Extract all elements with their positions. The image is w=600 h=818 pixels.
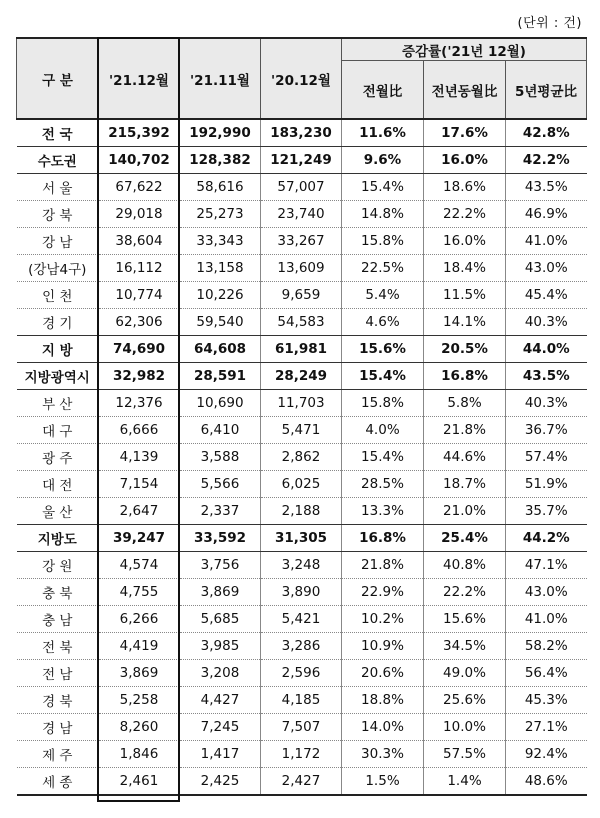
header-5yr-avg: 5년평균比: [506, 61, 587, 120]
rate-yoy: 10.0%: [424, 714, 506, 741]
value-2020-12: 4,185: [261, 687, 342, 714]
rate-5yr-avg: 43.5%: [506, 174, 587, 201]
rate-yoy: 22.2%: [424, 201, 506, 228]
rate-yoy: 18.7%: [424, 471, 506, 498]
table-row: [17, 471, 587, 498]
rate-mom: 4.6%: [342, 309, 424, 336]
value-2020-12: 13,609: [261, 255, 342, 282]
value-2021-12: 1,846: [99, 741, 180, 768]
value-2021-11: 3,869: [180, 579, 261, 606]
rate-yoy: 25.6%: [424, 687, 506, 714]
row-label: 충 남: [17, 606, 99, 633]
rate-mom: 10.2%: [342, 606, 424, 633]
value-2020-12: 3,248: [261, 552, 342, 579]
rate-5yr-avg: 56.4%: [506, 660, 587, 687]
value-2021-12: 4,419: [99, 633, 180, 660]
rate-mom: 14.8%: [342, 201, 424, 228]
value-2021-12: 7,154: [99, 471, 180, 498]
value-2021-12: 4,139: [99, 444, 180, 471]
header-col-2021-11: '21.11월: [180, 38, 261, 119]
value-2021-12: 6,666: [99, 417, 180, 444]
table-row: [17, 714, 587, 741]
value-2021-11: 59,540: [180, 309, 261, 336]
table-row: [17, 579, 587, 606]
rate-mom: 28.5%: [342, 471, 424, 498]
row-label: 광 주: [17, 444, 99, 471]
rate-yoy: 18.6%: [424, 174, 506, 201]
rate-mom: 15.4%: [342, 363, 424, 390]
rate-yoy: 18.4%: [424, 255, 506, 282]
rate-5yr-avg: 40.3%: [506, 390, 587, 417]
row-label: 제 주: [17, 741, 99, 768]
rate-5yr-avg: 43.5%: [506, 363, 587, 390]
rate-mom: 30.3%: [342, 741, 424, 768]
table-row: [17, 741, 587, 768]
rate-yoy: 15.6%: [424, 606, 506, 633]
header-col-2020-12: '20.12월: [261, 38, 342, 119]
value-2020-12: 33,267: [261, 228, 342, 255]
table-row: [17, 255, 587, 282]
row-label: 강 원: [17, 552, 99, 579]
value-2020-12: 2,862: [261, 444, 342, 471]
rate-yoy: 21.8%: [424, 417, 506, 444]
header-change-rate-group: 증감률('21년 12월): [342, 38, 587, 61]
table-row: [17, 768, 587, 796]
rate-yoy: 16.8%: [424, 363, 506, 390]
row-label: 세 종: [17, 768, 99, 796]
value-2021-12: 16,112: [99, 255, 180, 282]
rate-yoy: 1.4%: [424, 768, 506, 796]
table-row: [17, 363, 587, 390]
value-2021-12: 215,392: [99, 119, 180, 147]
row-label: 경 남: [17, 714, 99, 741]
rate-yoy: 16.0%: [424, 228, 506, 255]
rate-mom: 15.4%: [342, 444, 424, 471]
rate-mom: 22.5%: [342, 255, 424, 282]
row-label: 충 북: [17, 579, 99, 606]
row-label: 부 산: [17, 390, 99, 417]
value-2021-12: 6,266: [99, 606, 180, 633]
value-2020-12: 2,188: [261, 498, 342, 525]
rate-mom: 15.8%: [342, 390, 424, 417]
unit-note: (단위 : 건): [517, 16, 582, 31]
value-2021-12: 74,690: [99, 336, 180, 363]
header-col-2021-12: '21.12월: [99, 38, 180, 119]
statistics-table: [16, 37, 587, 796]
value-2021-11: 3,208: [180, 660, 261, 687]
table-row: [17, 606, 587, 633]
value-2020-12: 31,305: [261, 525, 342, 552]
row-label: 지방도: [17, 525, 99, 552]
value-2020-12: 6,025: [261, 471, 342, 498]
rate-5yr-avg: 44.2%: [506, 525, 587, 552]
rate-yoy: 49.0%: [424, 660, 506, 687]
value-2021-12: 5,258: [99, 687, 180, 714]
rate-5yr-avg: 41.0%: [506, 228, 587, 255]
row-label: 인 천: [17, 282, 99, 309]
rate-yoy: 34.5%: [424, 633, 506, 660]
rate-5yr-avg: 35.7%: [506, 498, 587, 525]
table-row: [17, 444, 587, 471]
table-row: [17, 309, 587, 336]
rate-yoy: 11.5%: [424, 282, 506, 309]
value-2021-11: 25,273: [180, 201, 261, 228]
value-2021-11: 58,616: [180, 174, 261, 201]
row-label: 강 북: [17, 201, 99, 228]
rate-5yr-avg: 43.0%: [506, 255, 587, 282]
row-label: 경 북: [17, 687, 99, 714]
value-2020-12: 5,471: [261, 417, 342, 444]
rate-mom: 22.9%: [342, 579, 424, 606]
table-row: [17, 119, 587, 147]
value-2021-11: 4,427: [180, 687, 261, 714]
value-2020-12: 2,596: [261, 660, 342, 687]
table-body: [17, 119, 587, 795]
value-2020-12: 28,249: [261, 363, 342, 390]
rate-5yr-avg: 47.1%: [506, 552, 587, 579]
rate-mom: 4.0%: [342, 417, 424, 444]
value-2021-12: 12,376: [99, 390, 180, 417]
value-2020-12: 121,249: [261, 147, 342, 174]
rate-yoy: 40.8%: [424, 552, 506, 579]
rate-mom: 13.3%: [342, 498, 424, 525]
rate-5yr-avg: 51.9%: [506, 471, 587, 498]
header-mom: 전월比: [342, 61, 424, 120]
rate-5yr-avg: 41.0%: [506, 606, 587, 633]
row-label: (강남4구): [17, 255, 99, 282]
table-row: [17, 687, 587, 714]
value-2021-11: 33,592: [180, 525, 261, 552]
rate-5yr-avg: 44.0%: [506, 336, 587, 363]
value-2021-12: 4,574: [99, 552, 180, 579]
value-2020-12: 23,740: [261, 201, 342, 228]
row-label: 서 울: [17, 174, 99, 201]
value-2021-12: 39,247: [99, 525, 180, 552]
rate-5yr-avg: 48.6%: [506, 768, 587, 796]
rate-5yr-avg: 58.2%: [506, 633, 587, 660]
value-2021-11: 128,382: [180, 147, 261, 174]
table-row: [17, 147, 587, 174]
row-label: 지방광역시: [17, 363, 99, 390]
value-2021-11: 3,985: [180, 633, 261, 660]
header-yoy: 전년동월比: [424, 61, 506, 120]
value-2021-12: 62,306: [99, 309, 180, 336]
rate-5yr-avg: 92.4%: [506, 741, 587, 768]
value-2021-11: 7,245: [180, 714, 261, 741]
rate-yoy: 14.1%: [424, 309, 506, 336]
value-2021-11: 10,226: [180, 282, 261, 309]
table-row: [17, 390, 587, 417]
value-2021-11: 6,410: [180, 417, 261, 444]
value-2020-12: 61,981: [261, 336, 342, 363]
rate-yoy: 25.4%: [424, 525, 506, 552]
rate-mom: 15.4%: [342, 174, 424, 201]
rate-yoy: 16.0%: [424, 147, 506, 174]
value-2021-11: 5,685: [180, 606, 261, 633]
rate-yoy: 17.6%: [424, 119, 506, 147]
rate-yoy: 44.6%: [424, 444, 506, 471]
value-2021-11: 5,566: [180, 471, 261, 498]
table-row: [17, 174, 587, 201]
value-2021-11: 64,608: [180, 336, 261, 363]
rate-5yr-avg: 43.0%: [506, 579, 587, 606]
rate-mom: 1.5%: [342, 768, 424, 796]
table-header: [17, 38, 587, 119]
value-2021-12: 67,622: [99, 174, 180, 201]
rate-5yr-avg: 57.4%: [506, 444, 587, 471]
rate-yoy: 5.8%: [424, 390, 506, 417]
row-label: 대 전: [17, 471, 99, 498]
row-label: 전 북: [17, 633, 99, 660]
value-2021-11: 3,756: [180, 552, 261, 579]
rate-yoy: 57.5%: [424, 741, 506, 768]
value-2021-11: 2,337: [180, 498, 261, 525]
rate-5yr-avg: 40.3%: [506, 309, 587, 336]
row-label: 경 기: [17, 309, 99, 336]
value-2020-12: 2,427: [261, 768, 342, 796]
value-2020-12: 9,659: [261, 282, 342, 309]
value-2021-11: 10,690: [180, 390, 261, 417]
table-row: [17, 201, 587, 228]
rate-5yr-avg: 27.1%: [506, 714, 587, 741]
table-row: [17, 633, 587, 660]
value-2020-12: 3,890: [261, 579, 342, 606]
rate-mom: 20.6%: [342, 660, 424, 687]
value-2021-12: 29,018: [99, 201, 180, 228]
row-label: 전 남: [17, 660, 99, 687]
rate-mom: 14.0%: [342, 714, 424, 741]
rate-5yr-avg: 42.8%: [506, 119, 587, 147]
rate-mom: 21.8%: [342, 552, 424, 579]
value-2020-12: 3,286: [261, 633, 342, 660]
value-2021-12: 3,869: [99, 660, 180, 687]
rate-mom: 16.8%: [342, 525, 424, 552]
value-2020-12: 183,230: [261, 119, 342, 147]
value-2020-12: 1,172: [261, 741, 342, 768]
value-2021-11: 3,588: [180, 444, 261, 471]
value-2021-11: 33,343: [180, 228, 261, 255]
rate-mom: 15.8%: [342, 228, 424, 255]
table-row: [17, 228, 587, 255]
rate-mom: 11.6%: [342, 119, 424, 147]
table-row: [17, 282, 587, 309]
value-2021-12: 8,260: [99, 714, 180, 741]
value-2021-12: 2,647: [99, 498, 180, 525]
rate-yoy: 22.2%: [424, 579, 506, 606]
value-2021-12: 32,982: [99, 363, 180, 390]
value-2021-11: 1,417: [180, 741, 261, 768]
rate-yoy: 21.0%: [424, 498, 506, 525]
value-2021-12: 4,755: [99, 579, 180, 606]
row-label: 강 남: [17, 228, 99, 255]
value-2020-12: 5,421: [261, 606, 342, 633]
value-2020-12: 7,507: [261, 714, 342, 741]
header-category: 구 분: [17, 38, 99, 119]
row-label: 지 방: [17, 336, 99, 363]
rate-5yr-avg: 36.7%: [506, 417, 587, 444]
rate-mom: 5.4%: [342, 282, 424, 309]
value-2020-12: 54,583: [261, 309, 342, 336]
rate-mom: 15.6%: [342, 336, 424, 363]
value-2021-12: 140,702: [99, 147, 180, 174]
rate-5yr-avg: 45.3%: [506, 687, 587, 714]
value-2021-11: 13,158: [180, 255, 261, 282]
row-label: 울 산: [17, 498, 99, 525]
table-row: [17, 498, 587, 525]
rate-yoy: 20.5%: [424, 336, 506, 363]
rate-mom: 18.8%: [342, 687, 424, 714]
value-2021-11: 2,425: [180, 768, 261, 796]
row-label: 대 구: [17, 417, 99, 444]
row-label: 전 국: [17, 119, 99, 147]
rate-5yr-avg: 45.4%: [506, 282, 587, 309]
value-2021-11: 192,990: [180, 119, 261, 147]
rate-5yr-avg: 42.2%: [506, 147, 587, 174]
table-row: [17, 660, 587, 687]
rate-mom: 9.6%: [342, 147, 424, 174]
value-2021-12: 10,774: [99, 282, 180, 309]
value-2021-12: 2,461: [99, 768, 180, 796]
row-label: 수도권: [17, 147, 99, 174]
table-row: [17, 525, 587, 552]
rate-5yr-avg: 46.9%: [506, 201, 587, 228]
table-row: [17, 417, 587, 444]
value-2021-12: 38,604: [99, 228, 180, 255]
value-2020-12: 57,007: [261, 174, 342, 201]
value-2021-11: 28,591: [180, 363, 261, 390]
table-row: [17, 336, 587, 363]
value-2020-12: 11,703: [261, 390, 342, 417]
table-row: [17, 552, 587, 579]
rate-mom: 10.9%: [342, 633, 424, 660]
